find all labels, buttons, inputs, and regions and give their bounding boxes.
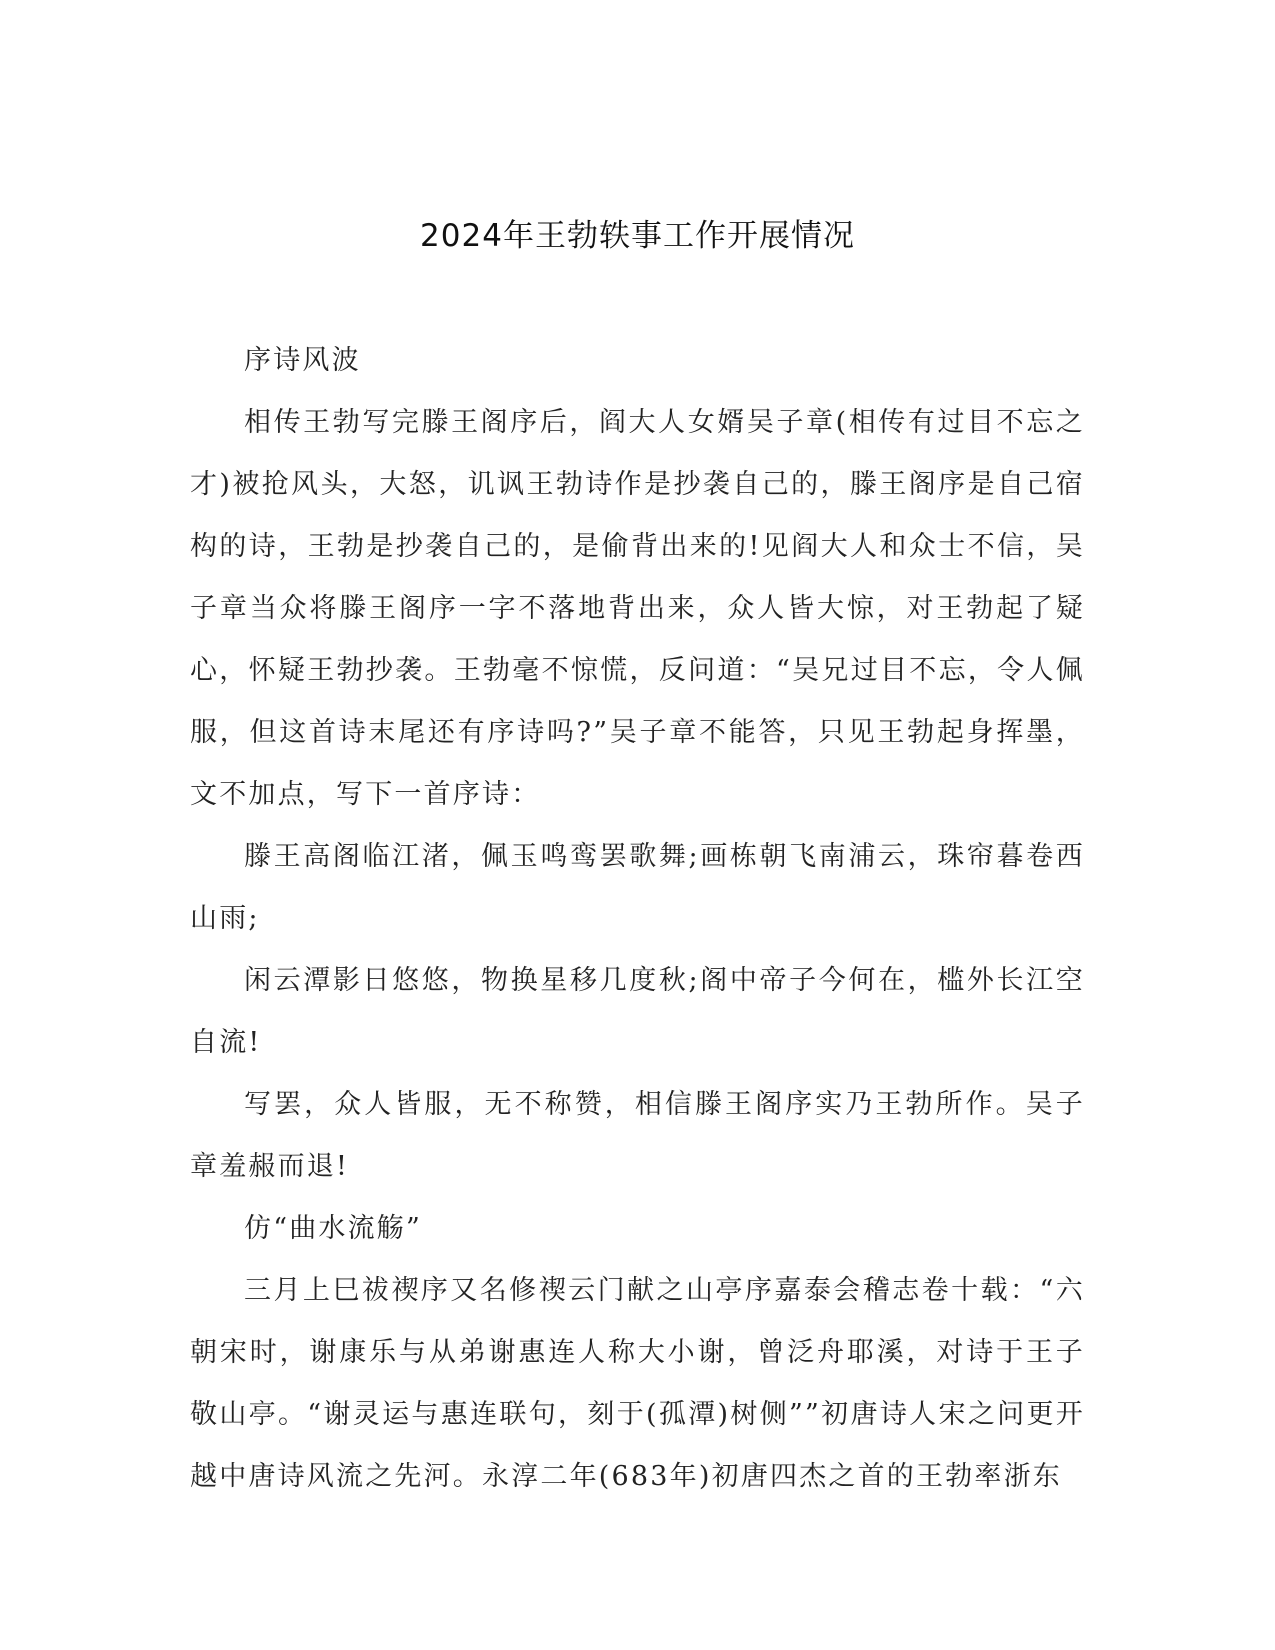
poem-line: 闲云潭影日悠悠，物换星移几度秋;阁中帝子今何在，槛外长江空自流! [190,965,1085,1058]
document-body [190,330,1085,1508]
section-heading: 序诗风波 [244,345,361,376]
poem-line: 滕王高阁临江渚，佩玉鸣鸾罢歌舞;画栋朝飞南浦云，珠帘暮卷西山雨; [190,841,1085,934]
paragraph: 写罢，众人皆服，无不称赞，相信滕王阁序实乃王勃所作。吴子章羞赧而退! [190,1089,1085,1182]
paragraph: 三月上巳祓禊序又名修禊云门献之山亭序嘉泰会稽志卷十载：“六朝宋时，谢康乐与从弟谢惠连人称大小谢，曾泛舟耶溪，对诗于王子敬山亭。“谢灵运与惠连联句，刻于(孤潭)树侧””初唐诗人宋之问更开越中唐诗风流之先河。永淳二年(683年)初唐四杰之首的王勃率浙东 [190,1275,1085,1492]
section-heading: 仿“曲水流觞” [244,1213,423,1244]
document-title: 2024年王勃轶事工作开展情况 [420,218,855,254]
paragraph: 相传王勃写完滕王阁序后，阎大人女婿吴子章(相传有过目不忘之才)被抢风头，大怒，讥讽王勃诗作是抄袭自己的，滕王阁序是自己宿构的诗，王勃是抄袭自己的，是偷背出来的!见阎大人和众士不信，吴子章当众将滕王阁序一字不落地背出来，众人皆大惊，对王勃起了疑心，怀疑王勃抄袭。王勃毫不惊慌，反问道：“吴兄过目不忘，令人佩服，但这首诗末尾还有序诗吗?”吴子章不能答，只见王勃起身挥墨，文不加点，写下一首序诗： [190,407,1085,810]
